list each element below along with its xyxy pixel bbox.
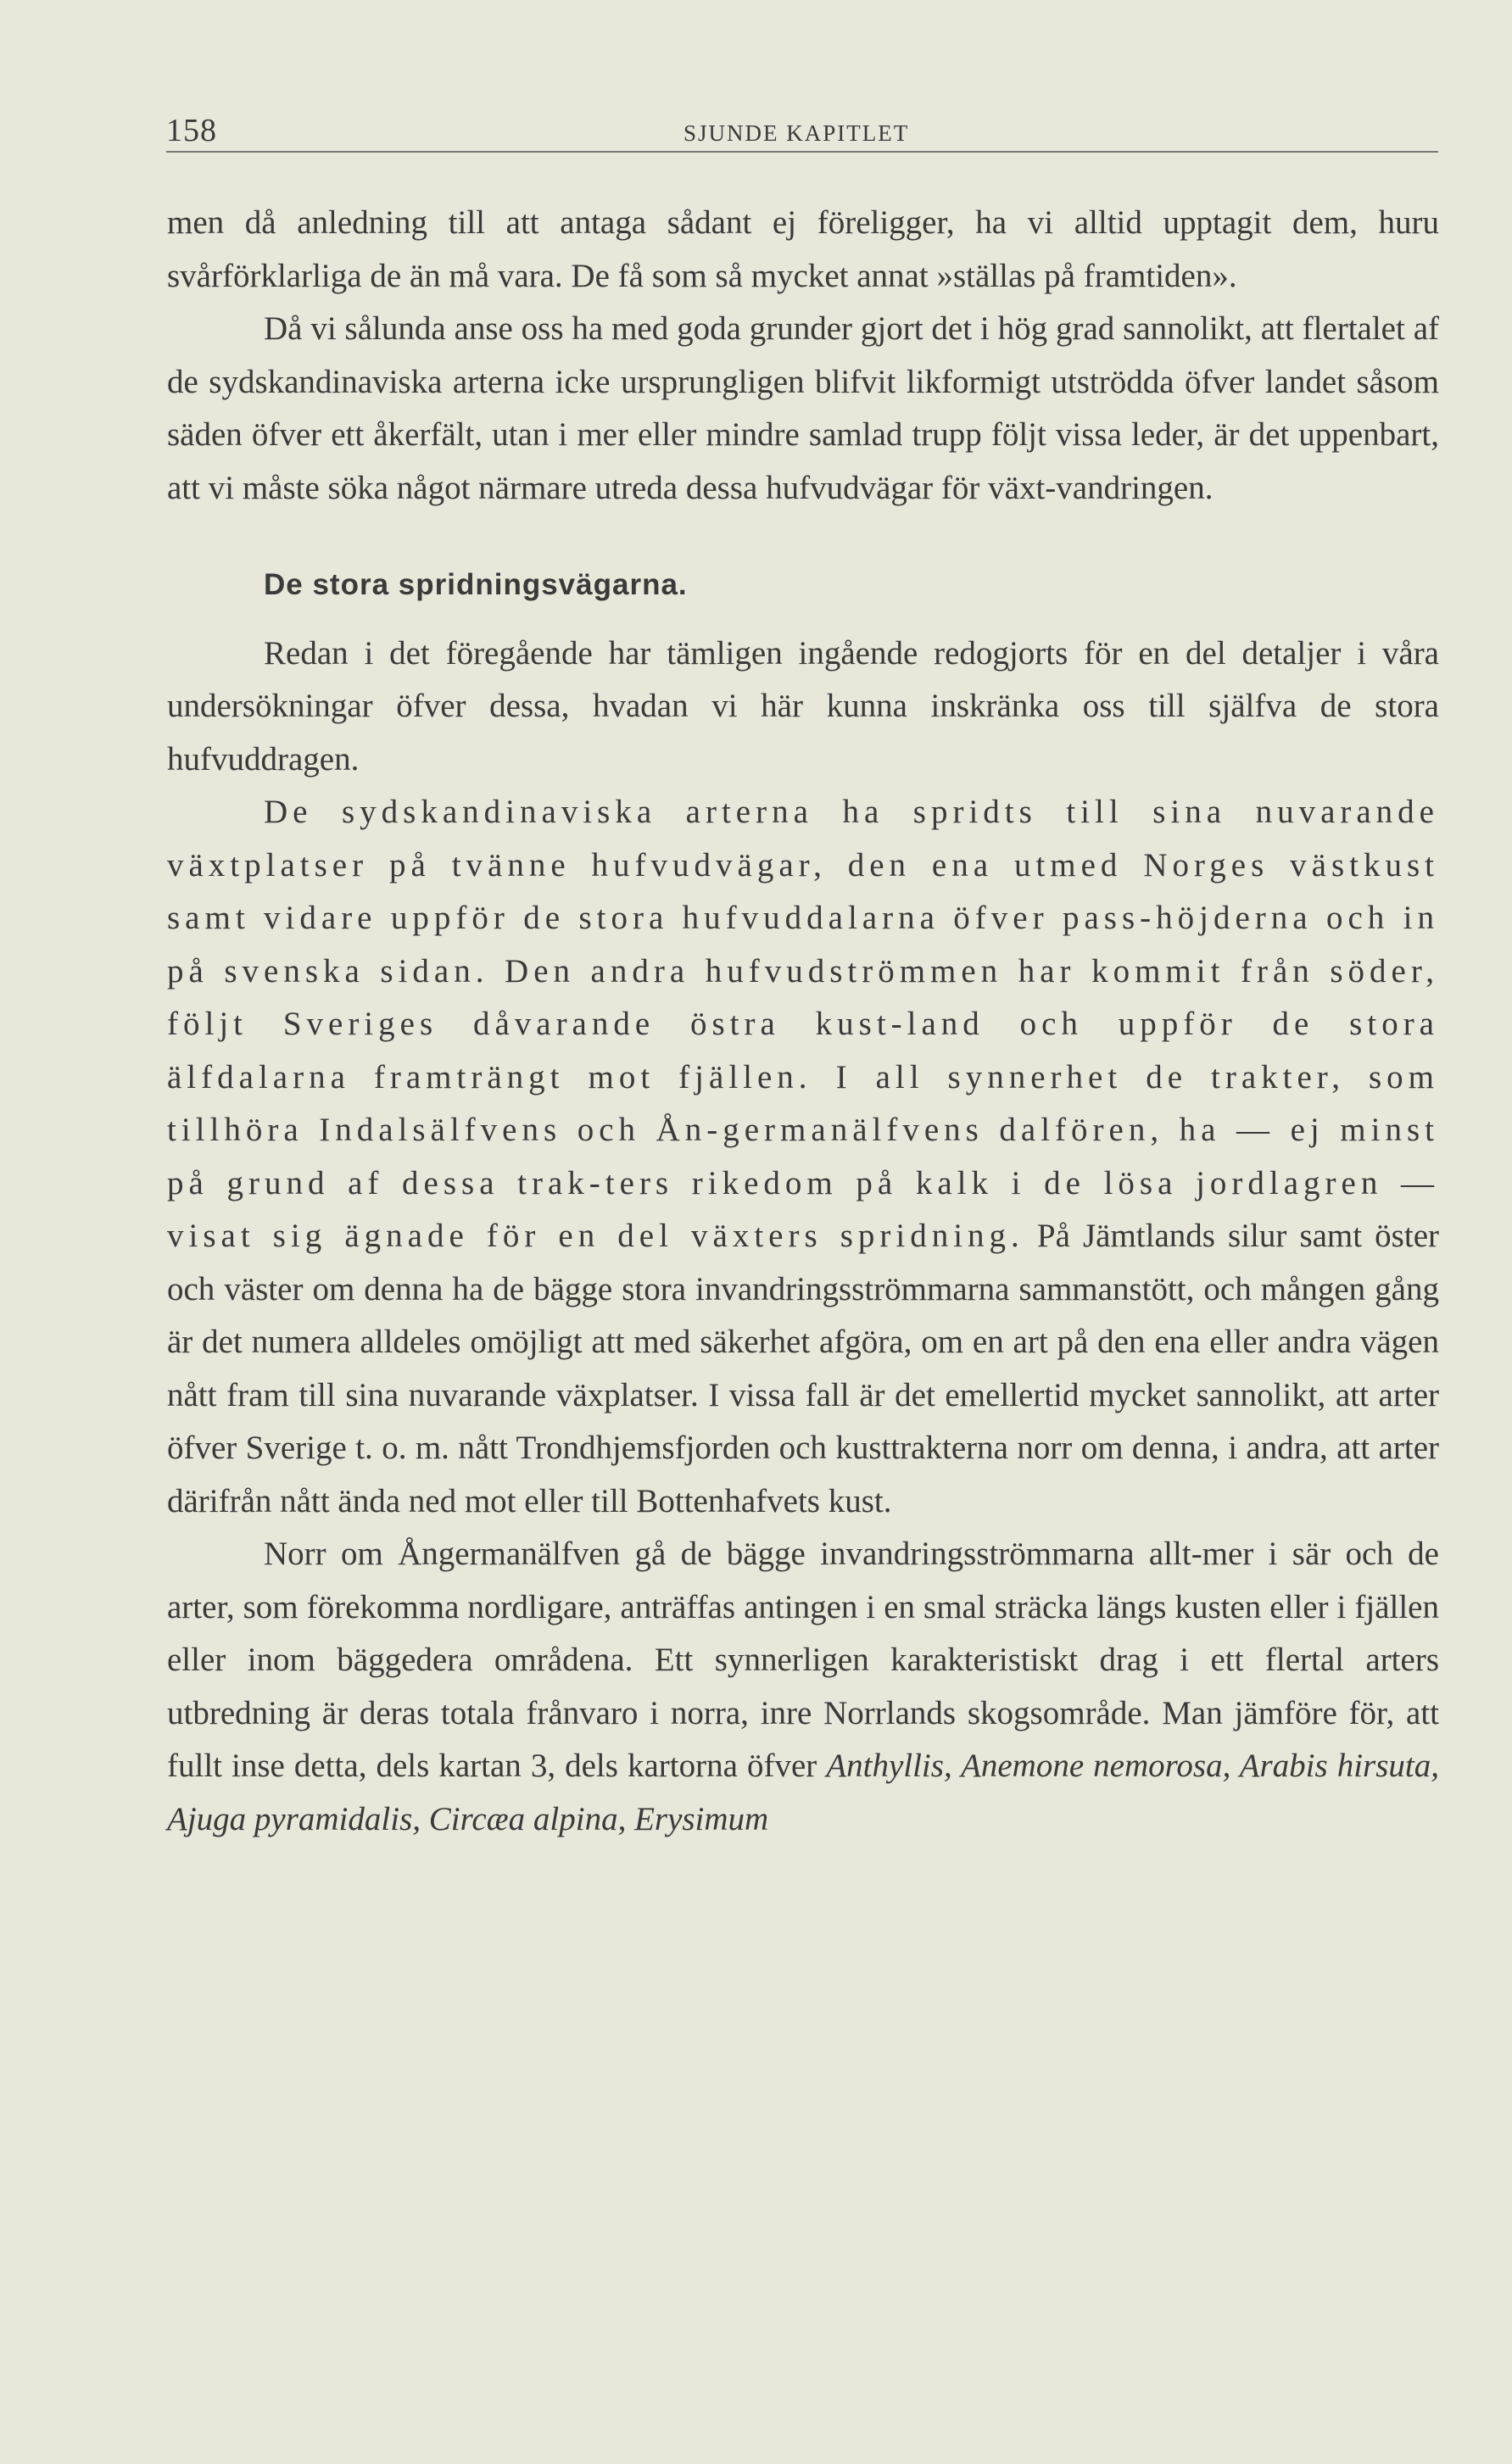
paragraph-4-text: På Jämtlands silur samt öster och väster om denna ha de bägge stora invandringsströmmarna sammanstött, och mången gång är det numera alldeles omöjligt att med säkerhet afgöra, om en art på den ena eller andra vägen nått fram till sina nuvarande växplatser. I vissa fall är det emellertid mycket sannolikt, att arter öfver Sverige t. o. m. nått Trondhjemsfjorden och kusttrakterna norr om denna, i andra, att arter därifrån nått ända ned mot eller till Bottenhafvets kust. bbox=[167, 1218, 1439, 1519]
running-head: SJUNDE KAPITLET bbox=[683, 120, 910, 146]
paragraph-4-spaced-text: De sydskandinaviska arterna ha spridts till sina nuvarande växtplatser på tvänne hufvudvägar, den ena utmed Norges västkust samt vidare uppför de stora hufvuddalarna öfver pass-höjderna och in på svenska sidan. Den andra hufvudströmmen har kommit från söder, följt Sveriges dåvarande östra kust-land och uppför de stora älfdalarna framträngt mot fjällen. I all synnerhet de trakter, som tillhöra Indalsälfvens och Ån-germanälfvens dalfören, ha — ej minst på grund af dessa trak-ters rikedom på kalk i de lösa jordlagren — visat sig ägnade för en del växters spridning. bbox=[167, 794, 1439, 1254]
paragraph-1: men då anledning till att antaga sådant ej föreligger, ha vi alltid upptagit dem, huru svårförklarliga de än må vara. De få som så mycket annat »ställas på framtiden». bbox=[167, 204, 1439, 294]
paragraph-2: Då vi sålunda anse oss ha med goda grunder gjort det i hög grad sannolikt, att flertalet af de sydskandinaviska arterna icke ursprungligen blifvit likformigt utströdda öfver landet såsom säden öfver ett åkerfält, utan i mer eller mindre samlad trupp följt vissa leder, är det uppenbart, att vi måste söka något närmare utreda dessa hufvudvägar för växt-vandringen. bbox=[167, 310, 1439, 506]
paragraph-3: Redan i det föregående har tämligen ingående redogjorts för en del detaljer i våra undersökningar öfver dessa, hvadan vi här kunna inskränka oss till själfva de stora hufvuddragen. bbox=[167, 634, 1439, 778]
page-number: 158 bbox=[166, 113, 217, 148]
paragraph-5-text: Norr om Ångermanälfven gå de bägge invandringsströmmarna allt-mer i sär och de arter, som förekomma nordligare, anträffas antingen i en smal sträcka längs kusten eller i fjällen eller inom bäggedera områdena. Ett synnerligen karakteristiskt drag i ett flertal arters utbredning är deras totala frånvaro i norra, inre Norrlands skogsområde. Man jämföre för, att fullt inse detta, dels kartan 3, dels kartorna öfver bbox=[167, 1536, 1439, 1784]
body-text bbox=[167, 197, 1439, 1846]
species-list: Anthyllis, Anemone nemorosa, Arabis hirsuta, Ajuga pyramidalis, Circæa alpina, Erysimum bbox=[167, 1748, 1439, 1837]
page-header bbox=[166, 112, 1438, 153]
section-heading: De stora spridningsvägarna. bbox=[264, 568, 688, 601]
paragraph-4 bbox=[167, 786, 1439, 1528]
paragraph-5 bbox=[167, 1528, 1439, 1846]
